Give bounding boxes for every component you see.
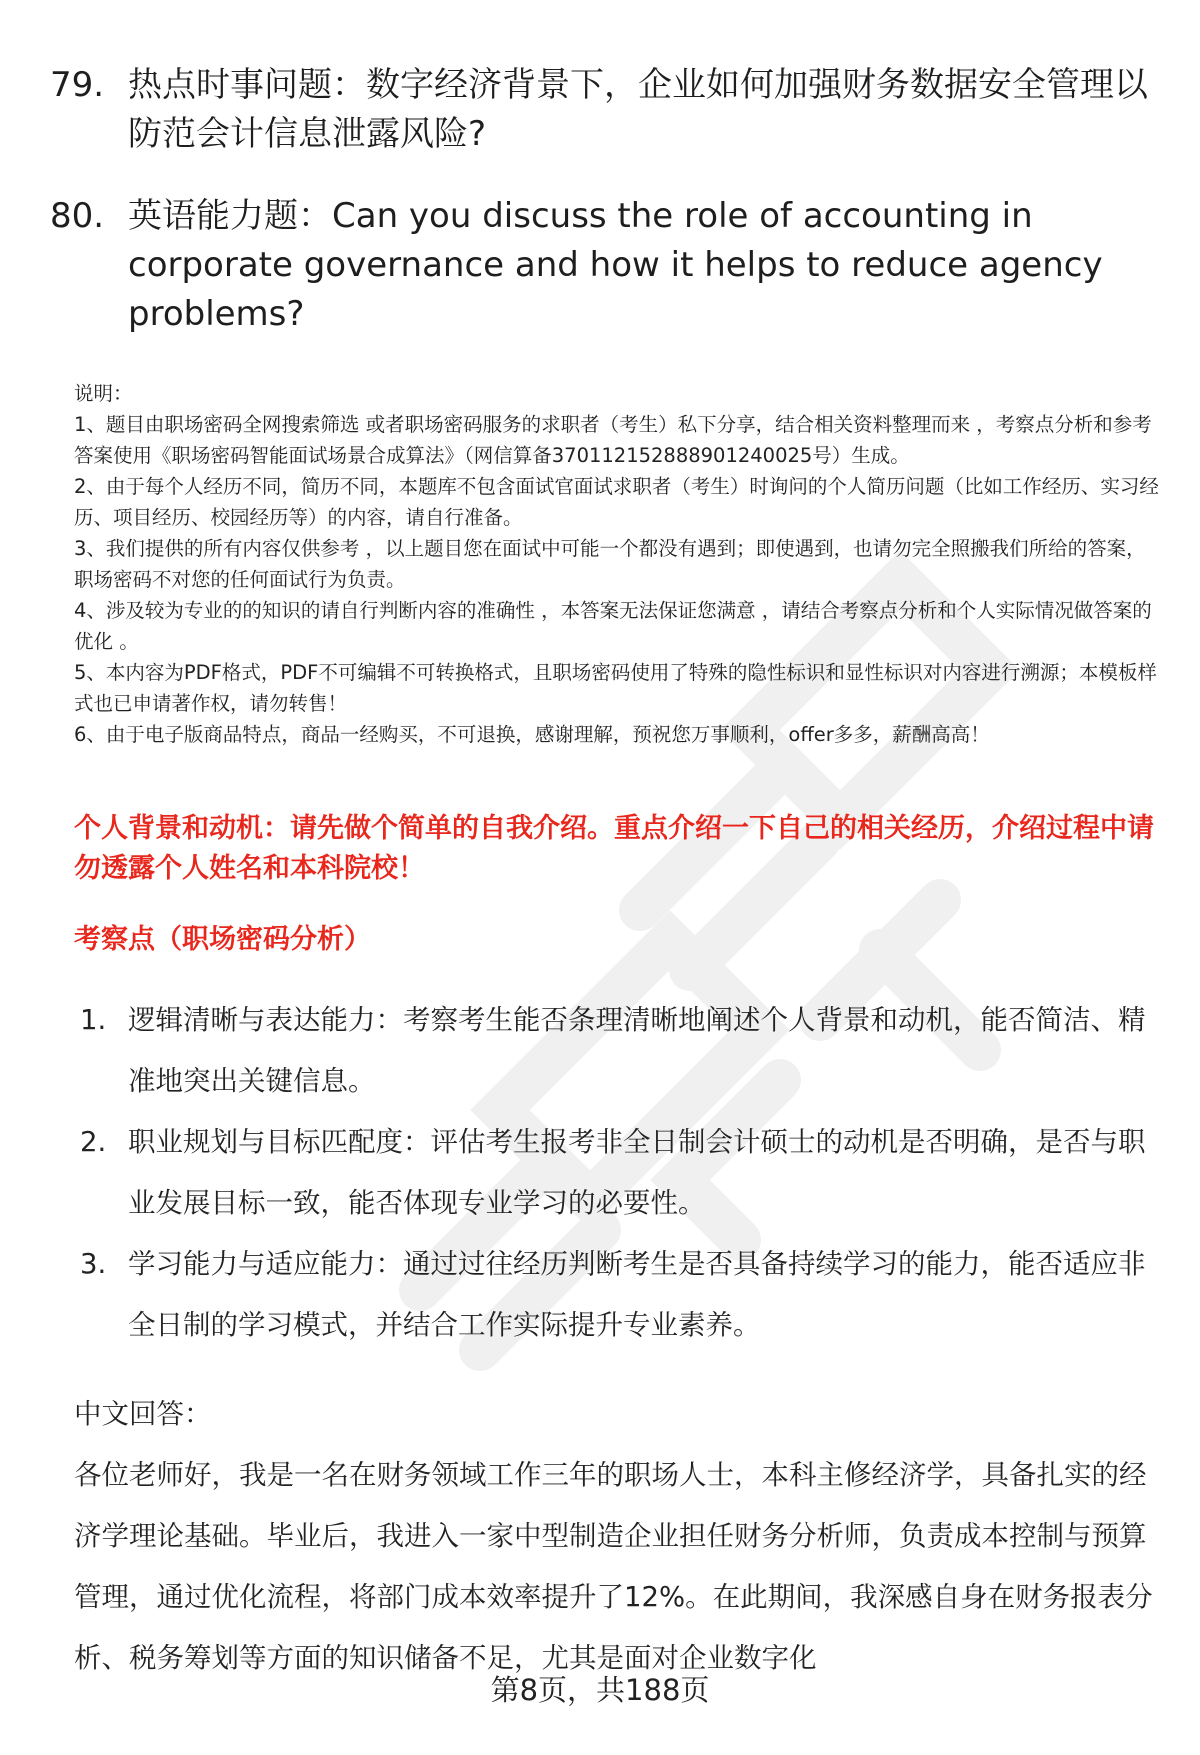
notes-heading: 说明： [74, 382, 133, 405]
answer-heading: 中文回答： [74, 1398, 212, 1430]
page-footer: 第8页，共188页 [490, 1673, 710, 1707]
notes-section [74, 378, 1160, 750]
point-item [80, 990, 1160, 1112]
point-text: 学习能力与适应能力：通过过往经历判断考生是否具备持续学习的能力，能否适应非全日制的学习模式，并结合工作实际提升专业素养。 [128, 1248, 1146, 1341]
question-number: 80. [50, 196, 105, 236]
point-item [80, 1234, 1160, 1356]
answer-section [74, 1384, 1164, 1689]
question-text: 英语能力题：Can you discuss the role of accounting in corporate governance and how it helps to reduce agency problems? [128, 196, 1103, 334]
points-heading: 考察点（职场密码分析） [74, 924, 371, 955]
points-list [80, 990, 1160, 1356]
question-number: 79. [50, 65, 105, 105]
point-text: 逻辑清晰与表达能力：考察考生能否条理清晰地阐述个人背景和动机，能否简洁、精准地突出关键信息。 [128, 1004, 1146, 1097]
point-number: 2. [80, 1126, 107, 1158]
point-number: 3. [80, 1248, 107, 1280]
question-79 [50, 61, 1160, 159]
note-item: 6、由于电子版商品特点，商品一经购买，不可退换，感谢理解，预祝您万事顺利，offer多多，薪酬高高！ [74, 723, 990, 746]
note-item: 3、我们提供的所有内容仅供参考 ，以上题目您在面试中可能一个都没有遇到；即使遇到，也请勿完全照搬我们所给的答案，职场密码不对您的任何面试行为负责。 [74, 537, 1146, 591]
note-item: 4、涉及较为专业的的知识的请自行判断内容的准确性 ，本答案无法保证您满意 ，请结合考察点分析和个人实际情况做答案的优化 。 [74, 599, 1152, 653]
point-number: 1. [80, 1004, 107, 1036]
question-80 [50, 192, 1160, 339]
note-item: 2、由于每个人经历不同，简历不同，本题库不包含面试官面试求职者（考生）时询问的个人简历问题（比如工作经历、实习经历、项目经历、校园经历等）的内容，请自行准备。 [74, 475, 1159, 529]
answer-body: 各位老师好，我是一名在财务领域工作三年的职场人士，本科主修经济学，具备扎实的经济学理论基础。毕业后，我进入一家中型制造企业担任财务分析师，负责成本控制与预算管理，通过优化流程，将部门成本效率提升了12%。在此期间，我深感自身在财务报表分析、税务筹划等方面的知识储备不足，尤其是面对企业数字化 [74, 1459, 1153, 1674]
note-item: 5、本内容为PDF格式，PDF不可编辑不可转换格式，且职场密码使用了特殊的隐性标识和显性标识对内容进行溯源；本模板样式也已申请著作权，请勿转售！ [74, 661, 1157, 715]
intro-question: 个人背景和动机：请先做个简单的自我介绍。重点介绍一下自己的相关经历，介绍过程中请勿透露个人姓名和本科院校！ [74, 813, 1154, 884]
point-item [80, 1112, 1160, 1234]
point-text: 职业规划与目标匹配度：评估考生报考非全日制会计硕士的动机是否明确，是否与职业发展目标一致，能否体现专业学习的必要性。 [128, 1126, 1146, 1219]
question-text: 热点时事问题：数字经济背景下，企业如何加强财务数据安全管理以防范会计信息泄露风险? [128, 65, 1148, 154]
note-item: 1、题目由职场密码全网搜索筛选 或者职场密码服务的求职者（考生）私下分享，结合相关资料整理而来 ，考察点分析和参考答案使用《职场密码智能面试场景合成算法》（网信算备370112152888901240025号）生成。 [74, 413, 1152, 467]
